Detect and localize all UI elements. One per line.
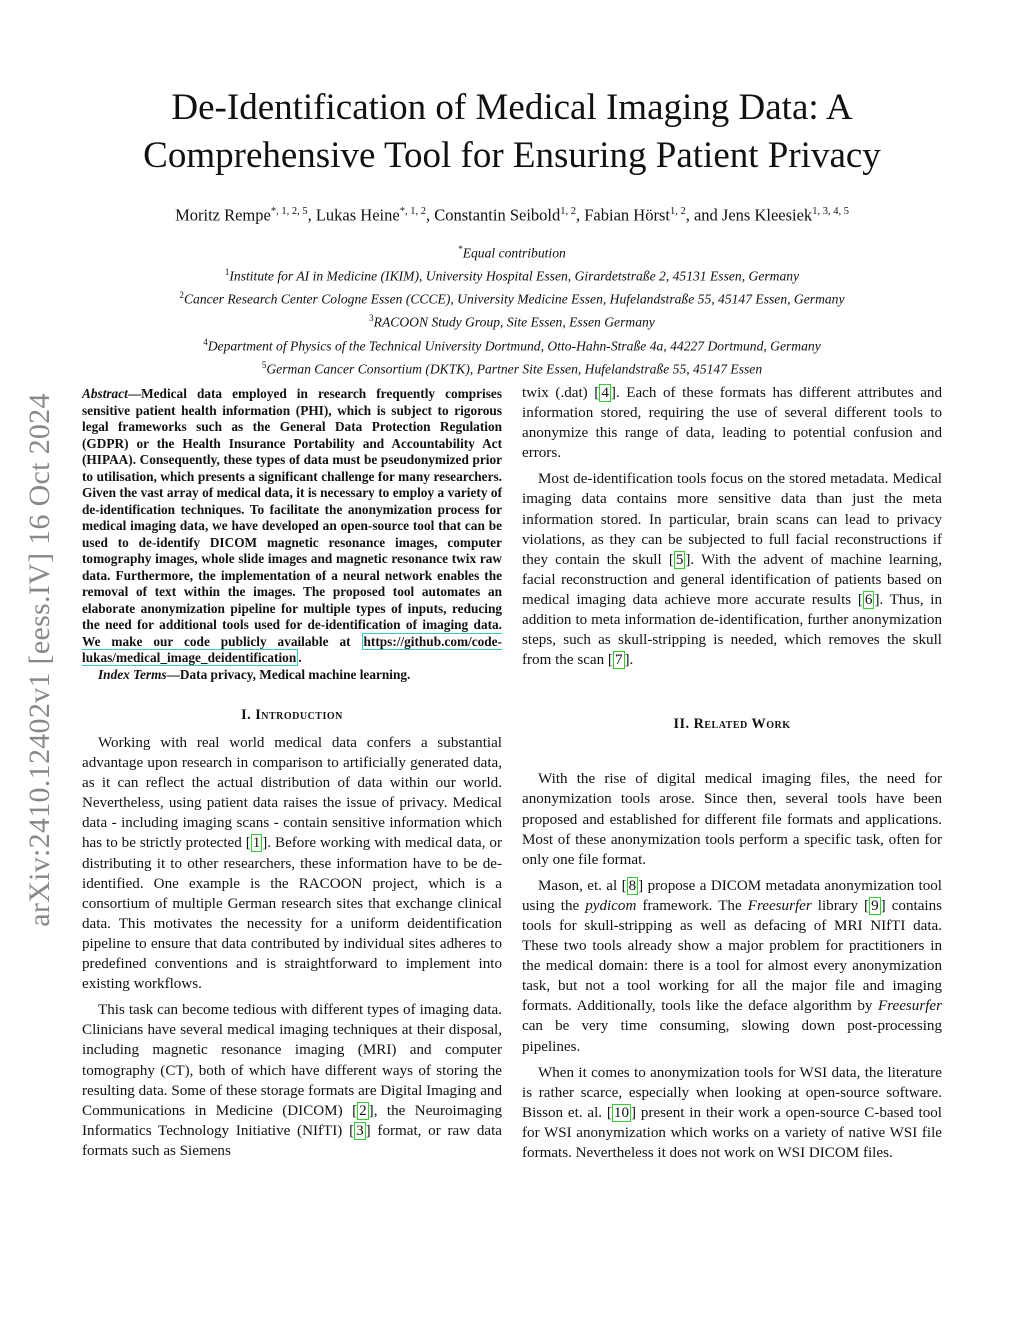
author-separator: , and — [685, 205, 722, 225]
affiliation-list — [60, 240, 964, 379]
author-separator: , — [576, 205, 585, 225]
author-name: Constantin Seibold — [434, 205, 561, 225]
author-affiliation-marks: *, 1, 2, 5 — [270, 206, 308, 217]
citation-link[interactable]: 1 — [252, 835, 261, 852]
abstract-end: . — [298, 650, 302, 665]
title-line-1: De-Identification of Medical Imaging Data: A — [171, 87, 853, 128]
affiliation-mark: 3 — [369, 313, 374, 324]
affiliation-text: Department of Physics of the Technical University Dortmund, Otto-Hahn-Straße 4a, 44227 Dortmund, Germany — [207, 338, 821, 354]
index-terms-label: Index Terms — [98, 666, 167, 682]
paragraph-text: propose a DICOM metadata anonymization tool using the — [522, 877, 942, 914]
paragraph-text: . — [629, 652, 634, 669]
affiliation-line — [60, 333, 964, 356]
index-terms — [82, 667, 502, 684]
author-name: Moritz Rempe — [175, 205, 271, 225]
paragraph-text: present in their work a open-source C-based tool for WSI anonymization which works on a variety of native WSI file formats. Nevertheless it does not work on WSI DICOM files. — [522, 1104, 942, 1161]
author-name: Jens Kleesiek — [721, 205, 813, 225]
intro-paragraph-2: This task can become tedious with different types of imaging data. Clinicians have several medical imaging techniques at their disposal, including magnetic resonance imaging (MRI) and computer tomography (CT), both of which have different ways of storing the resulting data. Some of these storage formats are Digital Imaging and Communications in Medicine (DICOM) [ 2 ], the Neuroimaging Informatics Technology Initiative (NIfTI) [ 3 ] format, or raw data formats such as Siemens — [82, 1002, 502, 1159]
paragraph-text: . Each of these formats has different attributes and information stored, requiring the use of several different tools to anonymize this range of data, leading to potential confusion and errors. — [522, 385, 942, 462]
paragraph-text: format, or raw data formats such as Siemens — [82, 1122, 502, 1159]
affiliation-line — [60, 309, 964, 332]
citation-link[interactable]: 9 — [871, 897, 879, 914]
intro-paragraph-1: Working with real world medical data confers a substantial advantage upon research in comparison to artificially generated data, as it can reflect the actual distribution of data within our world. Nevertheless, using patient data raises the issue of privacy. Medical data - including imaging scans - contain sensitive information which has to be strictly protected [ 1 ]. Before working with medical data, or distributing it to other researchers, these information have to be de-identified. One example is the RACOON project, which is a consortium of multiple German research sites that exchange clinical data. This motivates the necessity for a uniform deidentification pipeline to ensure that data contributed by individual sites adheres to predefined conventions and is straightforward to implement into existing workflows. — [82, 735, 503, 993]
citation-link[interactable]: 5 — [675, 551, 684, 568]
paragraph-text: framework. The — [636, 897, 748, 914]
paragraph-text: Mason, et. al — [538, 877, 622, 894]
paragraph-text: Working with real world medical data confers a substantial advantage upon research in comparison to artificially generated data, as it can reflect the actual distribution of data within our world. Nevertheless, using patient data raises the issue of privacy. Medical data - including imaging scans - contain sensitive information which has to be strictly protected — [82, 735, 502, 852]
paragraph-text: can be very time consuming, slowing down post-processing pipelines. — [522, 1018, 942, 1055]
affiliation-text: Equal contribution — [462, 245, 566, 261]
paragraph-text: . With the advent of machine learning, facial reconstruction and general identification of patients based on medical imaging data achieve more accurate results — [522, 551, 942, 608]
related-paragraph-3: When it comes to anonymization tools for WSI data, the literature is rather scarce, especially when looking at open-source software. Bisson et. al. [ 10 ] present in their work a open-source C-based tool for WSI anonymization which works on a variety of native WSI file formats. Nevertheless it does not work on WSI DICOM files. — [522, 1064, 942, 1161]
citation-link[interactable]: 10 — [613, 1104, 630, 1121]
abstract-dash: — — [127, 386, 142, 401]
affiliation-mark: * — [458, 244, 463, 254]
citation-link[interactable]: 3 — [356, 1122, 364, 1139]
paragraph-text: . Thus, in addition to meta information de-identification, further anonymization steps, such as skull-stripping is needed, which removes the skull from the scan — [522, 591, 943, 669]
intro-heading: I. Introduction — [241, 707, 343, 723]
author-list — [60, 200, 964, 228]
author-affiliation-marks: *, 1, 2 — [399, 206, 426, 217]
right-column — [522, 383, 942, 1169]
citation-link[interactable]: 8 — [628, 877, 637, 894]
paragraph-text: twix (.dat) — [522, 385, 595, 401]
intro-paragraph-3: Most de-identification tools focus on the stored metadata. Medical imaging data contains more sensitive data than just the meta information stored. In particular, brain scans can lead to privacy violations, as they can be subjected to full facial reconstructions if they contain the skull [ 5 ]. With the advent of machine learning, facial reconstruction and general identification of patients based on medical imaging data achieve more accurate results [ 6 ]. Thus, in addition to meta information de-identification, further anonymization steps, such as skull-stripping is needed, which removes the skull from the scan [ 7 ]. — [522, 471, 943, 669]
related-work-heading: II. Related Work — [673, 716, 791, 733]
index-terms-dash: — — [166, 666, 180, 682]
arxiv-identifier: arXiv:2410.12402v1 [eess.IV] 16 Oct 2024 — [23, 393, 56, 927]
paragraph-text: , the Neuroimaging Informatics Technology Initiative (NIfTI) — [82, 1102, 502, 1139]
abstract-label: Abstract — [82, 386, 128, 401]
author-affiliation-marks: 1, 2 — [669, 206, 686, 217]
paragraph-text: library — [811, 897, 865, 914]
paragraph-text: contains tools for skull-stripping as well as defacing of MRI NIfTI data. These two tools already show a major problem for practitioners in the medical domain: there is a tool for almost every anonymization task, but not a tool working for all the major file and imaging formats. Additionally, tools like the deface algorithm by — [522, 897, 943, 1015]
related-paragraph-2: Mason, et. al [ 8 ] propose a DICOM metadata anonymization tool using the pydicom framework. The Freesurfer library [ 9 ] contains tools for skull-stripping as well as defacing of MRI NIfTI data. These two tools already show a major problem for practitioners in the medical domain: there is a tool for almost every anonymization task, but not a tool working for all the major file and imaging formats. Additionally, tools like the deface algorithm by Freesurfer can be very time consuming, slowing down post-processing pipelines. — [522, 877, 943, 1055]
related-paragraph-1 — [522, 769, 942, 869]
citation-link[interactable]: 4 — [601, 385, 609, 401]
citation-link[interactable]: 2 — [359, 1102, 367, 1119]
author-affiliation-marks: 1, 3, 4, 5 — [812, 206, 849, 217]
author-separator: , — [307, 205, 316, 225]
index-terms-text: Data privacy, Medical machine learning. — [179, 666, 411, 682]
emphasis-text: pydicom — [585, 897, 637, 914]
paragraph-text: . Before working with medical data, or distributing it to other researchers, these information have to be de-identified. One example is the RACOON project, which is a consortium of multiple German research sites that exchange clinical data. This motivates the necessity for a uniform deidentification pipeline to ensure that data contributed by individual sites adheres to predefined conventions and is straightforward to implement into existing workflows. — [82, 835, 503, 993]
paragraph-text: Most de-identification tools focus on the stored metadata. Medical imaging data contains more sensitive data than just the meta information stored. In particular, brain scans can lead to privacy violations, as they can be subjected to full facial reconstructions if they contain the skull — [522, 471, 942, 568]
affiliation-mark: 4 — [203, 336, 208, 347]
title-line-2: Comprehensive Tool for Ensuring Patient Privacy — [143, 135, 881, 176]
affiliation-mark: 2 — [179, 290, 184, 301]
abstract-text: Medical data employed in research frequently comprises sensitive patient health information (PHI), which is subject to rigorous legal frameworks such as the General Data Protection Regulation (GDPR) or the Health Insurance Portability and Accountability Act (HIPAA). Consequently, these types of data must be pseudonymized prior to utilisation, which presents a significant challenge for many researchers. Given the vast array of medical data, it is necessary to employ a variety of de-identification techniques. To facilitate the anonymization process for medical imaging data, we have developed an open-source tool that can be used to de-identify DICOM magnetic resonance images, computer tomography images, whole slide images and magnetic resonance twix raw data. Furthermore, the implementation of a neural network enables the removal of text within the images. The proposed tool automates an elaborate anonymization pipeline for multiple types of inputs, reducing the need for additional tools used for de-identification of imaging data. We make our code publicly available at — [82, 386, 502, 649]
affiliation-mark: 1 — [224, 267, 230, 278]
left-column — [82, 386, 502, 1167]
emphasis-text: Freesurfer — [878, 998, 942, 1015]
author-affiliation-marks: 1, 2 — [560, 206, 576, 217]
paragraph-text: With the rise of digital medical imaging files, the need for anonymization tools arose. Since then, several tools have been proposed and established for different file formats and applications. Most of these anonymization tools perform a specific task, often for only one file format. — [522, 771, 942, 868]
affiliation-line — [60, 356, 964, 379]
paragraph-text: This task can become tedious with different types of imaging data. Clinicians have several medical imaging techniques at their disposal, including magnetic resonance imaging (MRI) and computer tomography (CT), both of which have different ways of storing the resulting data. Some of these storage formats are Digital Imaging and Communications in Medicine (DICOM) — [82, 1002, 502, 1119]
citation-link[interactable]: 7 — [614, 652, 623, 669]
continued-paragraph: twix (.dat) [ 4 ]. Each of these formats has different attributes and information stored, requiring the use of several different tools to anonymize this range of data, leading to potential confusion and errors. — [522, 385, 942, 462]
author-name: Lukas Heine — [315, 205, 400, 225]
affiliation-line — [60, 263, 964, 286]
affiliation-text: Cancer Research Center Cologne Essen (CCCE), University Medicine Essen, Hufelandstraße 55, 45147 Essen, Germany — [183, 291, 845, 307]
affiliation-line — [60, 240, 964, 263]
paper-title — [80, 84, 944, 180]
abstract — [82, 386, 502, 667]
emphasis-text: Freesurfer — [747, 897, 812, 914]
affiliation-text: German Cancer Consortium (DKTK), Partner Site Essen, Hufelandstraße 55, 45147 Essen — [266, 361, 763, 377]
author-separator: , — [425, 205, 435, 225]
paragraph-text: When it comes to anonymization tools for WSI data, the literature is rather scarce, especially when looking at open-source software. Bisson et. al. — [522, 1064, 942, 1121]
affiliation-mark: 5 — [261, 359, 267, 370]
author-name: Fabian Hörst — [584, 205, 670, 225]
affiliation-line — [60, 286, 964, 309]
citation-link[interactable]: 6 — [864, 591, 873, 608]
code-repository-link[interactable]: https://github.com/code-lukas/medical_image_deidentification — [82, 633, 503, 665]
affiliation-text: RACOON Study Group, Site Essen, Essen Germany — [373, 314, 655, 330]
affiliation-text: Institute for AI in Medicine (IKIM), University Hospital Essen, Girardetstraße 2, 45131 Essen, Germany — [229, 268, 800, 284]
